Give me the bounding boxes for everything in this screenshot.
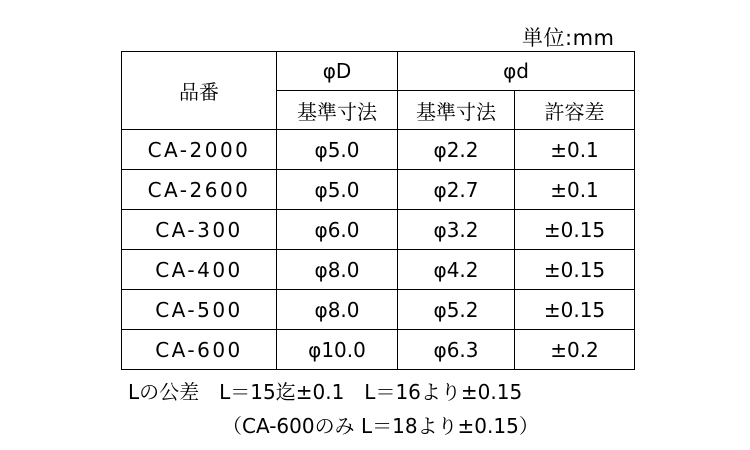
table-row <box>122 130 635 170</box>
outer-diameter-header: φD <box>277 52 398 91</box>
inner-diameter-cell: φ4.2 <box>398 250 515 290</box>
tolerance-cell: ±0.15 <box>515 250 635 290</box>
table-row <box>122 210 635 250</box>
part-number-cell: CA-600 <box>122 330 277 370</box>
tolerance-cell: ±0.1 <box>515 130 635 170</box>
outer-diameter-cell: φ8.0 <box>277 290 398 330</box>
part-number-header: 品番 <box>122 52 277 130</box>
inner-diameter-cell: φ6.3 <box>398 330 515 370</box>
part-number-cell: CA-500 <box>122 290 277 330</box>
table-row <box>122 250 635 290</box>
outer-diameter-cell: φ10.0 <box>277 330 398 370</box>
inner-diameter-header: φd <box>398 52 635 91</box>
ca600-exception-note: （CA-600のみ L＝18より±0.15） <box>222 414 539 438</box>
inner-diameter-cell: φ2.2 <box>398 130 515 170</box>
inner-diameter-cell: φ3.2 <box>398 210 515 250</box>
spec-table <box>121 51 635 370</box>
unit-label: 単位:mm <box>522 26 615 50</box>
outer-std-dim-header: 基準寸法 <box>277 91 398 130</box>
outer-diameter-cell: φ5.0 <box>277 130 398 170</box>
part-number-cell: CA-400 <box>122 250 277 290</box>
table-header-row-1 <box>122 52 635 91</box>
inner-diameter-cell: φ5.2 <box>398 290 515 330</box>
outer-diameter-cell: φ8.0 <box>277 250 398 290</box>
outer-diameter-cell: φ6.0 <box>277 210 398 250</box>
tolerance-header: 許容差 <box>515 91 635 130</box>
table-row <box>122 330 635 370</box>
tolerance-cell: ±0.2 <box>515 330 635 370</box>
table-row <box>122 170 635 210</box>
tolerance-cell: ±0.15 <box>515 210 635 250</box>
length-tolerance-note: Lの公差 L＝15迄±0.1 L＝16より±0.15 <box>128 380 523 404</box>
part-number-cell: CA-300 <box>122 210 277 250</box>
outer-diameter-cell: φ5.0 <box>277 170 398 210</box>
inner-std-dim-header: 基準寸法 <box>398 91 515 130</box>
part-number-cell: CA-2000 <box>122 130 277 170</box>
tolerance-cell: ±0.1 <box>515 170 635 210</box>
inner-diameter-cell: φ2.7 <box>398 170 515 210</box>
tolerance-cell: ±0.15 <box>515 290 635 330</box>
table-row <box>122 290 635 330</box>
part-number-cell: CA-2600 <box>122 170 277 210</box>
